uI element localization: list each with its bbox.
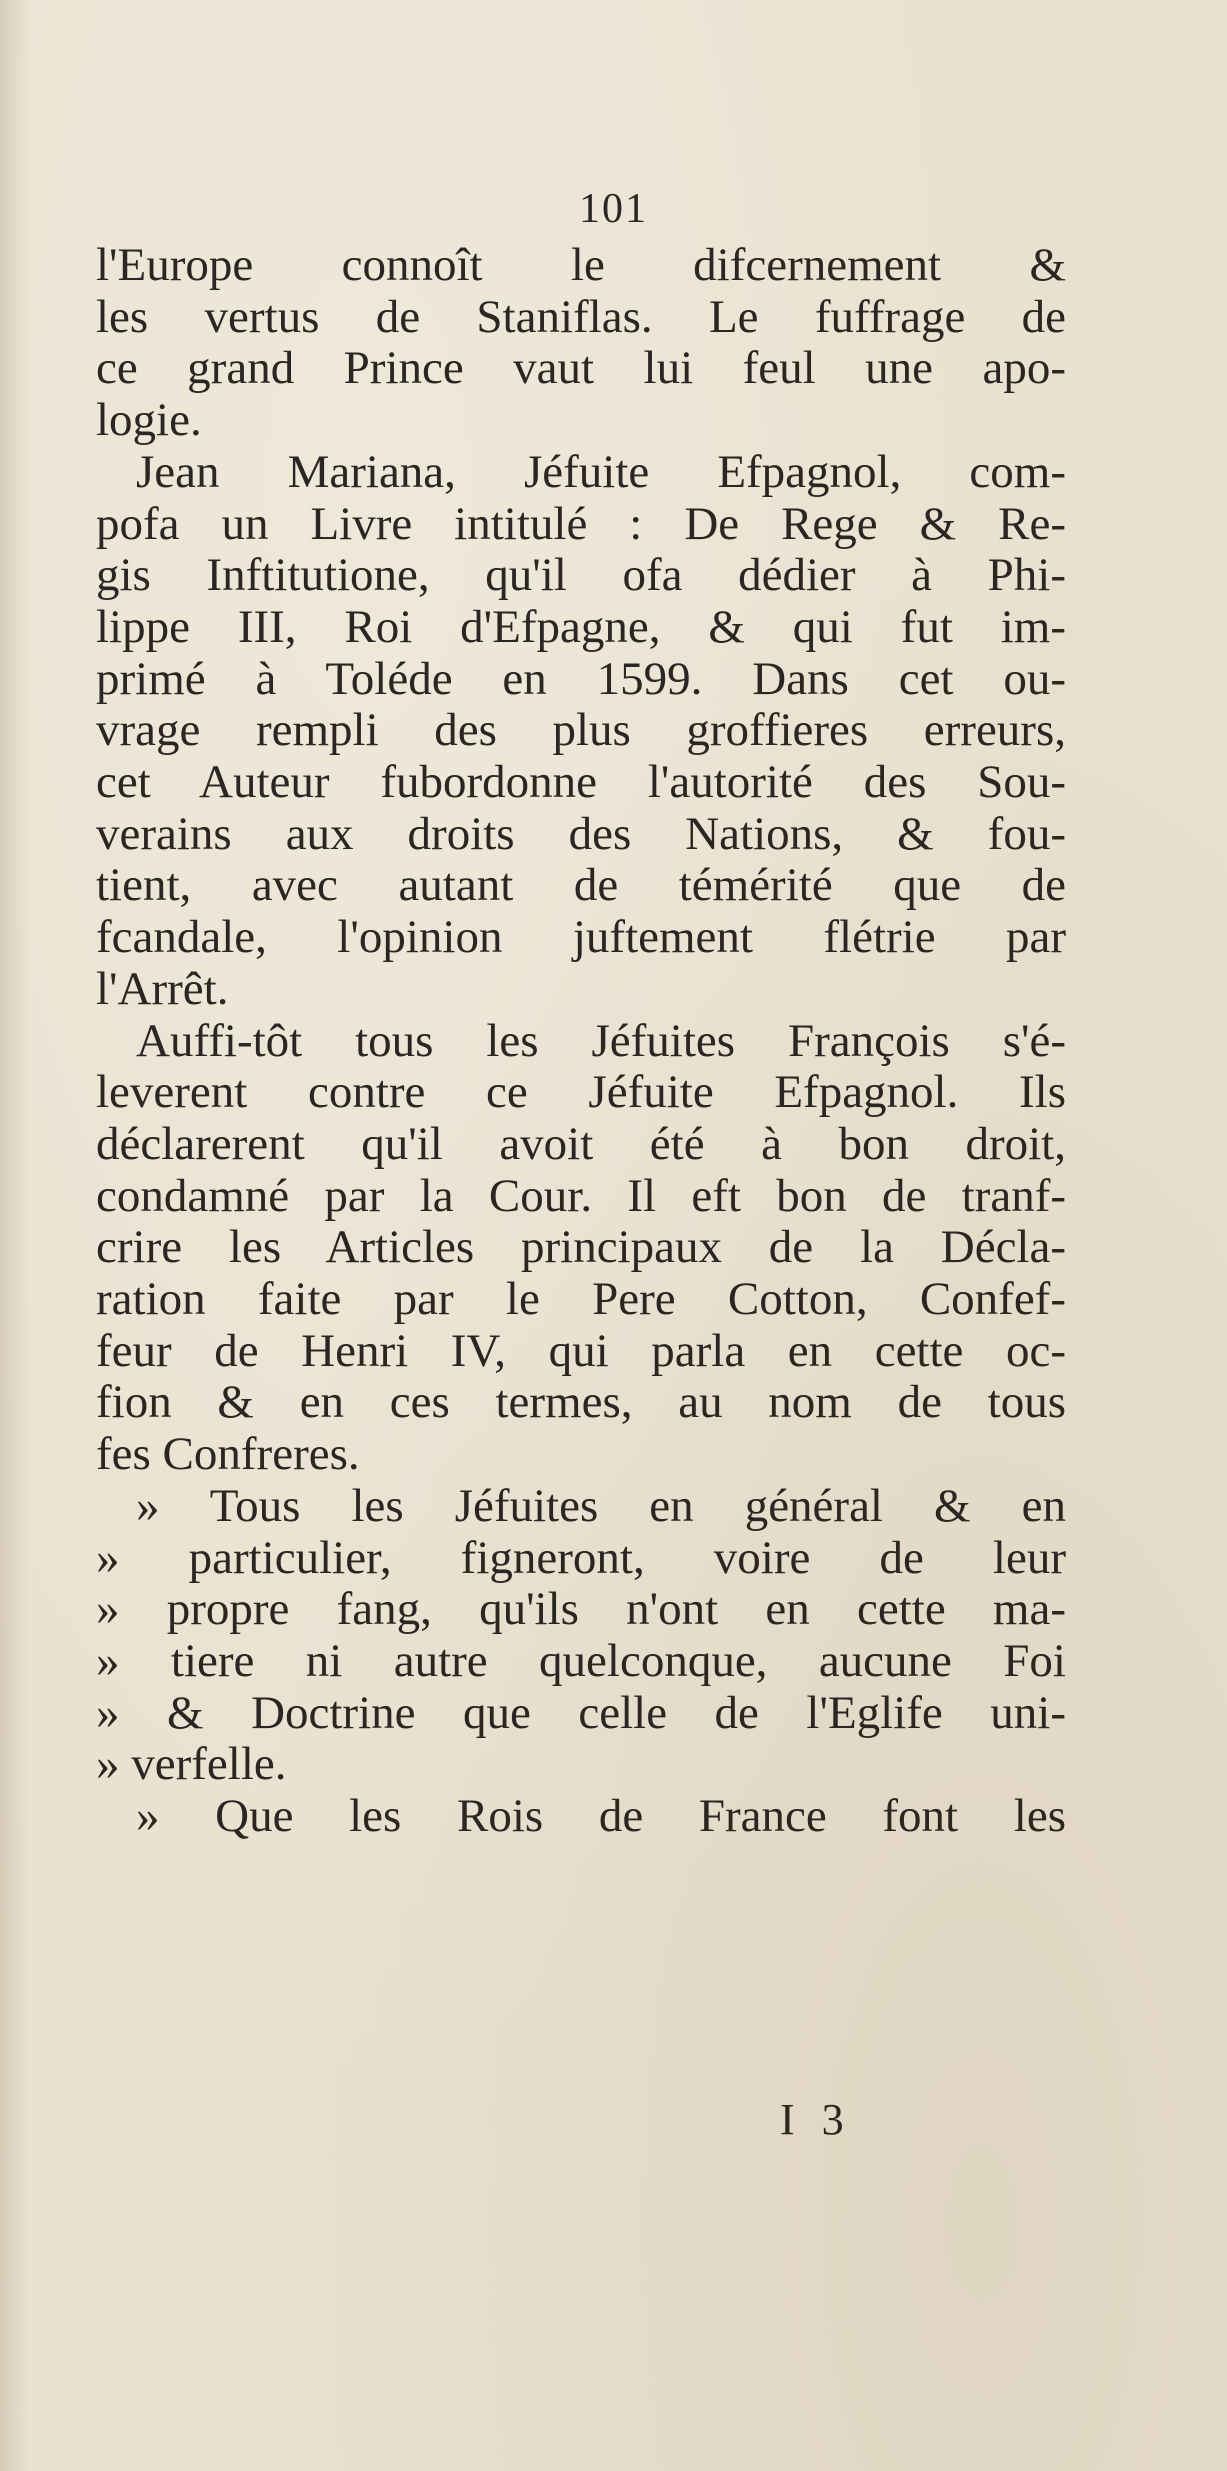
paragraph-2 — [96, 447, 1066, 1016]
text-line: crire les Articles principaux de la Décla- — [96, 1221, 1066, 1274]
text-line: feur de Henri IV, qui parla en cette oc- — [96, 1324, 1066, 1377]
text-line: logie. — [96, 394, 202, 447]
printer-signature-mark: I 3 — [780, 2095, 852, 2144]
text-line: fcandale, l'opinion juftement flétrie par — [96, 911, 1066, 964]
paragraph-3 — [96, 1016, 1066, 1481]
text-line: primé à Toléde en 1599. Dans cet ou- — [96, 652, 1066, 705]
paragraph-1 — [96, 240, 1066, 447]
text-line: l'Arrêt. — [96, 962, 229, 1015]
quote-line: » Que les Rois de France font les — [136, 1790, 1066, 1843]
quote-line: » verfelle. — [96, 1738, 287, 1791]
quote-line: » Tous les Jéfuites en général & en — [136, 1479, 1066, 1532]
text-line: condamné par la Cour. Il eft bon de tranf- — [96, 1169, 1066, 1222]
quote-line: » tiere ni autre quelconque, aucune Foi — [96, 1634, 1066, 1687]
page-fold-shadow — [0, 0, 28, 2471]
text-line: ration faite par le Pere Cotton, Confef- — [96, 1273, 1066, 1326]
quote-line: » propre fang, qu'ils n'ont en cette ma- — [96, 1583, 1066, 1636]
text-line: ce grand Prince vaut lui feul une apo- — [96, 342, 1066, 395]
text-line: tient, avec autant de témérité que de — [96, 859, 1066, 912]
text-line: gis Inftitutione, qu'il ofa dédier à Phi- — [96, 549, 1066, 602]
text-line: pofa un Livre intitulé : De Rege & Re- — [96, 497, 1066, 550]
quote-line: » & Doctrine que celle de l'Eglife uni- — [96, 1686, 1066, 1739]
quote-line: » particulier, figneront, voire de leur — [96, 1531, 1066, 1584]
text-line: verains aux droits des Nations, & fou- — [96, 807, 1066, 860]
text-line: cet Auteur fubordonne l'autorité des Sou- — [96, 756, 1066, 809]
text-line: l'Europe connoît le difcernement & — [96, 239, 1066, 291]
text-line: lippe III, Roi d'Efpagne, & qui fut im- — [96, 600, 1066, 653]
text-line: Auffi-tôt tous les Jéfuites François s'é- — [136, 1014, 1066, 1067]
text-line: fes Confreres. — [96, 1428, 360, 1481]
body-text — [96, 240, 1066, 1843]
paragraph-5-quote — [96, 1791, 1066, 1843]
paragraph-4-quote — [96, 1481, 1066, 1791]
text-line: les vertus de Staniflas. Le fuffrage de — [96, 290, 1066, 343]
text-line: leverent contre ce Jéfuite Efpagnol. Ils — [96, 1066, 1066, 1119]
text-line: vrage rempli des plus groffieres erreurs, — [96, 704, 1066, 757]
text-line: fion & en ces termes, au nom de tous — [96, 1376, 1066, 1429]
text-line: déclarerent qu'il avoit été à bon droit, — [96, 1117, 1066, 1170]
page-number: 101 — [579, 186, 648, 232]
text-line: Jean Mariana, Jéfuite Efpagnol, com- — [136, 445, 1066, 498]
